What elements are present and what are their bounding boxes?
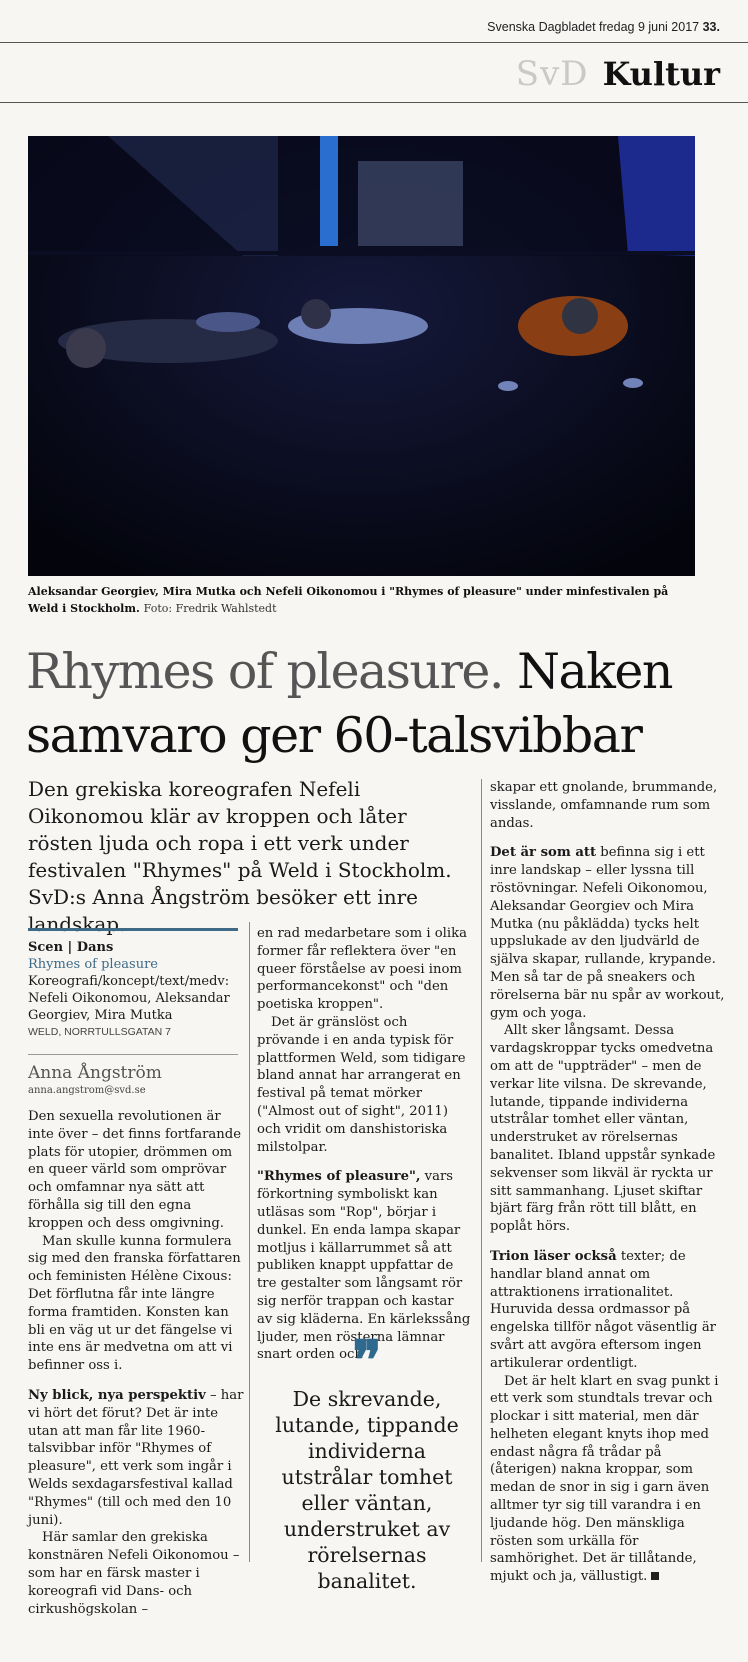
paragraph-text: befinna sig i ett inre landskap – eller lyssna till röstövningar. Nefeli Oikonomou, Aleksandar Georgiev och Mira Mutka (nu påklädda) tycks helt uppslukade av den ljudvärld de själva skapar, rullande, krypande. Men så tar de på sneakers och rörelserna bär nu spår av workout, gym och yoga.	[490, 845, 725, 1021]
author-name: Anna Ångström	[28, 1063, 162, 1083]
section-header	[516, 54, 720, 94]
byline	[28, 1054, 238, 1096]
factbox-venue: WELD, NORRTULLSGATAN 7	[28, 1026, 171, 1038]
paragraph	[28, 1387, 244, 1529]
header-rule	[0, 102, 748, 103]
body-column-1	[28, 1108, 244, 1618]
pull-quote	[262, 1328, 472, 1594]
paragraph	[490, 844, 730, 1022]
article-photo	[28, 136, 695, 576]
paragraph-lead: Det är som att	[490, 845, 597, 861]
paragraph: Det är gränslöst och prövande i en anda typisk för plattformen Weld, som tidigare bland annat har arrangerat en festival på temat mörker ("Almost out of sight", 2011) och vridit om danshistoriska milstolpar.	[257, 1014, 466, 1155]
section-title: Kultur	[602, 55, 720, 93]
end-mark-icon	[651, 1572, 659, 1580]
paragraph-text: – har vi hört det förut? Det är inte utan att man får lite 1960-talsvibbar inför "Rhymes of pleasure", ett verk som ingår i Welds sexdagarsfestival kallad "Rhymes" (till och med den 10 juni).	[28, 1387, 244, 1528]
body-column-2	[257, 925, 472, 1364]
factbox-credits: Koreografi/koncept/text/medv: Nefeli Oikonomou, Aleksandar Georgiev, Mira Mutka	[28, 974, 230, 1023]
column-rule	[481, 779, 482, 1562]
paragraph: Allt sker långsamt. Dessa vardagskroppar tycks omedvetna om att de "uppträder" – men de verkar lite vilsna. De skrevande, lutande, tippande individerna utstrålar tomhet eller väntan, understruket av rörelsernas banalitet. Ibland uppstår synkade sekvenser som likväl är ryckta ur sitt sammanhang. Ljuset skiftar bjärt färg från rött till blått, en poplåt hörs.	[490, 1023, 716, 1235]
headline-subtitle: Naken samvaro ger 60-talsvibbar	[26, 643, 672, 764]
paragraph: Här samlar den grekiska konstnären Nefeli Oikonomou – som har en färsk master i koreografi vid Dans- och cirkushögskolan –	[28, 1530, 240, 1617]
paragraph	[490, 1373, 730, 1587]
svd-logo: SvD	[515, 54, 589, 94]
photo-credit: Foto: Fredrik Wahlstedt	[143, 602, 277, 615]
paragraph-lead: Trion läser också	[490, 1248, 617, 1264]
body-column-3	[490, 779, 730, 1586]
column-rule	[249, 922, 250, 1562]
headline-title: Rhymes of pleasure.	[26, 643, 503, 700]
quote-icon: ❞	[352, 1328, 382, 1392]
paragraph-text: texter; de handlar bland annat om attraktionens irrationalitet. Huruvida dessa ordmassor på engelska tillför något väsentlig är svårt att avgöra eftersom ingen artikulerar ordentligt.	[490, 1248, 716, 1371]
top-rule	[0, 42, 748, 43]
paragraph: Man skulle kunna formulera sig med den franska författaren och feministen Hélène Cixous: Det förflutna får inte längre forma framtiden. Konsten kan bli en väg ut ur det fängelse vi inte ens är medvetna om att vi befinner oss i.	[28, 1233, 241, 1374]
page-folio	[487, 20, 720, 34]
author-email[interactable]: anna.angstrom@svd.se	[28, 1085, 146, 1096]
paragraph-lead: "Rhymes of pleasure",	[257, 1169, 421, 1185]
headline	[26, 640, 726, 768]
paragraph-text: Det är helt klart en svag punkt i ett verk som stundtals trevar och plockar i sitt material, men där helheten elegant knyts ihop med endast några få trådar på (återigen) nakna kroppar, som medan de snor in sig i garn även alltmer tyr sig till varandra i en ljudande hög. Den mänskliga rösten som urkälla för samhörighet. Det är tillåtande, mjukt och ja, vällustigt.	[490, 1373, 719, 1585]
review-factbox	[28, 928, 238, 1041]
photo-caption	[28, 583, 698, 617]
dance-stage-image	[28, 136, 695, 576]
paragraph: en rad medarbetare som i olika former får reflektera över "en queer förståelse av poesi inom performancekonst" och "den poetiska kroppen".	[257, 926, 467, 1013]
pull-quote-text: De skrevande, lutande, tippande individerna utstrålar tomhet eller väntan, understruket av rörelsernas banalitet.	[275, 1387, 459, 1593]
page-number: 33.	[702, 20, 720, 34]
paragraph-text: vars förkortning symboliskt kan utläsas som "Rop", börjar i dunkel. En enda lampa skapar motljus i källarrummet så att publiken knappt uppfattar de tre gestalter som långsamt rör sig nerför trappan och kastar av sig kläderna. En kärlekssång ljuder, men rösterna lämnar snart orden och	[257, 1169, 471, 1363]
ingress: Den grekiska koreografen Nefeli Oikonomou klär av kroppen och låter rösten ljuda och ropa i ett verk under festivalen "Rhymes" på Weld i Stockholm. SvD:s Anna Ångström besöker ett inre landskap.	[28, 777, 452, 936]
paragraph-lead: Ny blick, nya perspektiv	[28, 1387, 206, 1403]
paragraph: skapar ett gnolande, brummande, visslande, omfamnande rum som andas.	[490, 780, 718, 831]
paper-date: Svenska Dagbladet fredag 9 juni 2017	[487, 20, 700, 34]
factbox-work-title: Rhymes of pleasure	[28, 957, 158, 972]
paragraph: Den sexuella revolutionen är inte över – det finns fortfarande plats för utopier, drömmen om en queer värld som omprövar och omfamnar nya sätt att förhålla sig till den egna kroppen och dess omgivning.	[28, 1109, 242, 1231]
paragraph	[490, 1248, 730, 1373]
factbox-kicker: Scen | Dans	[28, 940, 114, 955]
caption-text: Aleksandar Georgiev, Mira Mutka och Nefeli Oikonomou i "Rhymes of pleasure" under minfestivalen på Weld i Stockholm.	[28, 585, 669, 615]
